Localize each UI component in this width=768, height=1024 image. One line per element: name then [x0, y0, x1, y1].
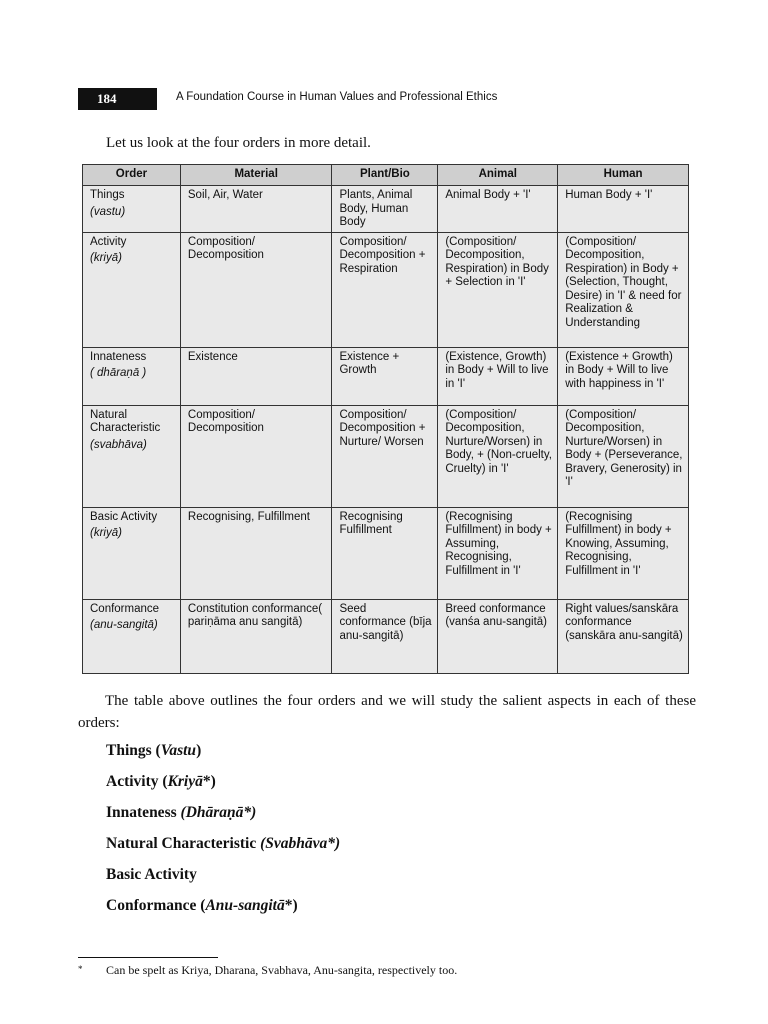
- material-cell: Existence: [180, 347, 332, 405]
- header-animal: Animal: [438, 165, 558, 186]
- footnote-text: Can be spelt as Kriya, Dharana, Svabhava, Anu-sangita, respectively too.: [106, 963, 458, 977]
- table-row: [83, 599, 689, 673]
- order-label: Conformance: [90, 602, 160, 615]
- plant-bio-cell: Existence + Growth: [332, 347, 438, 405]
- intro-sentence: Let us look at the four orders in more detail.: [106, 135, 371, 151]
- order-cell: [83, 347, 181, 405]
- plant-bio-cell: Recognising Fulfillment: [332, 507, 438, 599]
- four-orders-table: [82, 164, 689, 674]
- human-cell: (Existence + Growth) in Body + Will to live with happiness in 'I': [558, 347, 689, 405]
- animal-cell: (Composition/ Decomposition, Respiration) in Body + Selection in 'I': [438, 232, 558, 347]
- plant-bio-cell: Plants, Animal Body, Human Body: [332, 186, 438, 233]
- table-row: [83, 186, 689, 233]
- animal-cell: (Existence, Growth) in Body + Will to live in 'I': [438, 347, 558, 405]
- order-label: Innateness: [90, 350, 147, 363]
- table-row: [83, 507, 689, 599]
- footnote-mark: *: [78, 964, 83, 974]
- human-cell: Right values/sanskāra conformance (sanskāra anu-sangitā): [558, 599, 689, 673]
- material-cell: Constitution conformance( pariṇāma anu sangitā): [180, 599, 332, 673]
- summary-paragraph: The table above outlines the four orders and we will study the salient aspects in each of these orders:: [78, 693, 696, 731]
- table-header-row: [83, 165, 689, 186]
- human-cell: Human Body + 'I': [558, 186, 689, 233]
- material-cell: Composition/ Decomposition: [180, 405, 332, 507]
- running-header: [78, 88, 698, 110]
- human-cell: (Recognising Fulfillment) in body + Knowing, Assuming, Recognising, Fulfillment in 'I': [558, 507, 689, 599]
- table-row: [83, 405, 689, 507]
- order-sanskrit: (anu-sangitā): [90, 619, 158, 631]
- table-row: [83, 232, 689, 347]
- order-label: Natural Characteristic: [90, 408, 161, 434]
- order-sanskrit: ( dhāraṇā ): [90, 367, 147, 379]
- list-item: Basic Activity: [106, 866, 197, 883]
- list-item: Things (Vastu): [106, 742, 202, 759]
- list-item: Natural Characteristic (Svabhāva*): [106, 835, 341, 852]
- order-cell: [83, 507, 181, 599]
- order-sanskrit: (svabhāva): [90, 438, 147, 451]
- table-row: [83, 347, 689, 405]
- header-material: Material: [180, 165, 332, 186]
- order-cell: [83, 232, 181, 347]
- order-sanskrit: (vastu): [90, 205, 126, 218]
- list-item: Conformance (Anu-sangitā*): [106, 897, 298, 914]
- plant-bio-cell: Seed conformance (bīja anu-sangitā): [332, 599, 438, 673]
- footnote-rule: [78, 957, 218, 958]
- order-label: Basic Activity: [90, 510, 158, 523]
- material-cell: Soil, Air, Water: [180, 186, 332, 233]
- plant-bio-cell: Composition/ Decomposition + Nurture/ Worsen: [332, 405, 438, 507]
- material-cell: Composition/ Decomposition: [180, 232, 332, 347]
- material-cell: Recognising, Fulfillment: [180, 507, 332, 599]
- header-order: Order: [83, 165, 181, 186]
- order-sanskrit: (kriyā): [90, 252, 122, 264]
- animal-cell: Animal Body + 'I': [438, 186, 558, 233]
- page-number: 184: [78, 88, 157, 110]
- human-cell: (Composition/ Decomposition, Nurture/Worsen) in Body + (Perseverance, Bravery, Generosity) in 'I': [558, 405, 689, 507]
- orders-list: [106, 740, 340, 926]
- header-plant-bio: Plant/Bio: [332, 165, 438, 186]
- order-cell: [83, 599, 181, 673]
- plant-bio-cell: Composition/ Decomposition + Respiration: [332, 232, 438, 347]
- order-cell: [83, 405, 181, 507]
- human-cell: (Composition/ Decomposition, Respiration) in Body + (Selection, Thought, Desire) in 'I' & need for Realization & Understanding: [558, 232, 689, 347]
- order-label: Activity: [90, 235, 127, 248]
- order-cell: [83, 186, 181, 233]
- animal-cell: (Composition/ Decomposition, Nurture/Worsen) in Body, + (Non-cruelty, Cruelty) in 'I': [438, 405, 558, 507]
- order-sanskrit: (kriyā): [90, 527, 122, 539]
- list-item: Innateness (Dhāraṇā*): [106, 804, 257, 821]
- header-human: Human: [558, 165, 689, 186]
- animal-cell: (Recognising Fulfillment) in body + Assuming, Recognising, Fulfillment in 'I': [438, 507, 558, 599]
- animal-cell: Breed conformance (vanśa anu-sangitā): [438, 599, 558, 673]
- list-item: Activity (Kriyā*): [106, 773, 216, 790]
- order-label: Things: [90, 189, 125, 201]
- book-title: A Foundation Course in Human Values and Professional Ethics: [176, 91, 498, 103]
